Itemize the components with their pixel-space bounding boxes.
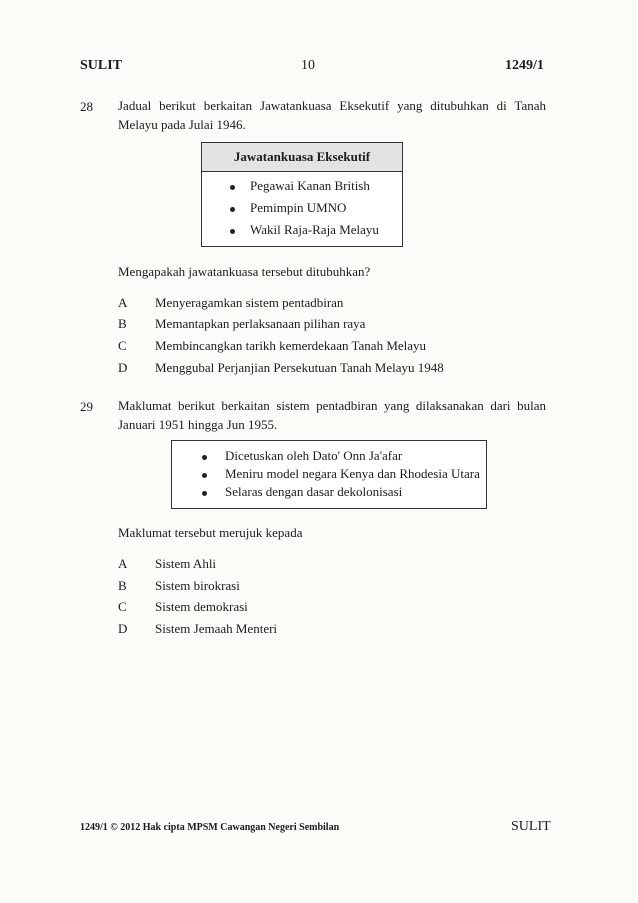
question-28-option-a[interactable]: Menyeragamkan sistem pentadbiran — [155, 295, 344, 310]
bullet-icon — [202, 473, 207, 478]
question-29-option-b[interactable]: Sistem birokrasi — [155, 578, 240, 593]
page-number: 10 — [301, 58, 315, 73]
question-29-prompt: Maklumat tersebut merujuk kepada — [118, 525, 303, 540]
question-29-stem-line1: Maklumat berikut berkaitan sistem pentadbiran yang dilaksanakan dari bulan — [118, 398, 546, 413]
question-28-option-c-letter: C — [118, 338, 127, 353]
bullet-icon — [230, 207, 235, 212]
question-29-info-box — [171, 440, 487, 509]
question-28-option-b[interactable]: Memantapkan perlaksanaan pilihan raya — [155, 316, 366, 331]
question-29-option-d[interactable]: Sistem Jemaah Menteri — [155, 621, 278, 636]
question-29-stem-line2: Januari 1951 hingga Jun 1955. — [118, 417, 278, 432]
question-29-option-a-letter: A — [118, 556, 128, 571]
question-29-option-b-letter: B — [118, 578, 127, 593]
paper-code: 1249/1 — [505, 58, 544, 73]
question-28-table-item: Wakil Raja-Raja Melayu — [230, 222, 402, 244]
question-29-option-a[interactable]: Sistem Ahli — [155, 556, 217, 571]
question-29-option-c[interactable]: Sistem demokrasi — [155, 599, 248, 614]
question-28-stem-line2: Melayu pada Julai 1946. — [118, 117, 246, 132]
question-29-option-c-letter: C — [118, 599, 127, 614]
question-28-option-d[interactable]: Menggubal Perjanjian Persekutuan Tanah Melayu 1948 — [155, 360, 444, 375]
question-29-option-d-letter: D — [118, 621, 128, 636]
question-28-table — [201, 142, 403, 247]
question-29-info-item: Selaras dengan dasar dekolonisasi — [202, 484, 486, 502]
question-28-prompt: Mengapakah jawatankuasa tersebut ditubuhkan? — [118, 264, 371, 279]
question-28-stem-line1: Jadual berikut berkaitan Jawatankuasa Eksekutif yang ditubuhkan di Tanah — [118, 98, 546, 113]
header-classification: SULIT — [80, 58, 123, 73]
question-28-stem — [118, 96, 546, 134]
bullet-icon — [230, 229, 235, 234]
question-29-info-item: Meniru model negara Kenya dan Rhodesia Utara — [202, 466, 486, 484]
question-28-option-d-letter: D — [118, 360, 128, 375]
question-28-table-item: Pegawai Kanan British — [230, 178, 402, 200]
footer-copyright: 1249/1 © 2012 Hak cipta MPSM Cawangan Negeri Sembilan — [80, 822, 340, 833]
question-28-option-b-letter: B — [118, 316, 127, 331]
question-29-stem — [118, 396, 546, 434]
bullet-icon — [230, 185, 235, 190]
question-number-29: 29 — [80, 399, 93, 414]
question-28-option-c[interactable]: Membincangkan tarikh kemerdekaan Tanah Melayu — [155, 338, 427, 353]
question-28-table-title: Jawatankuasa Eksekutif — [202, 143, 402, 172]
question-number-28: 28 — [80, 99, 93, 114]
bullet-icon — [202, 491, 207, 496]
bullet-icon — [202, 455, 207, 460]
question-28-option-a-letter: A — [118, 295, 128, 310]
question-28-table-item: Pemimpin UMNO — [230, 200, 402, 222]
question-29-info-item: Dicetuskan oleh Dato' Onn Ja'afar — [202, 448, 486, 466]
footer-classification: SULIT — [511, 819, 551, 834]
